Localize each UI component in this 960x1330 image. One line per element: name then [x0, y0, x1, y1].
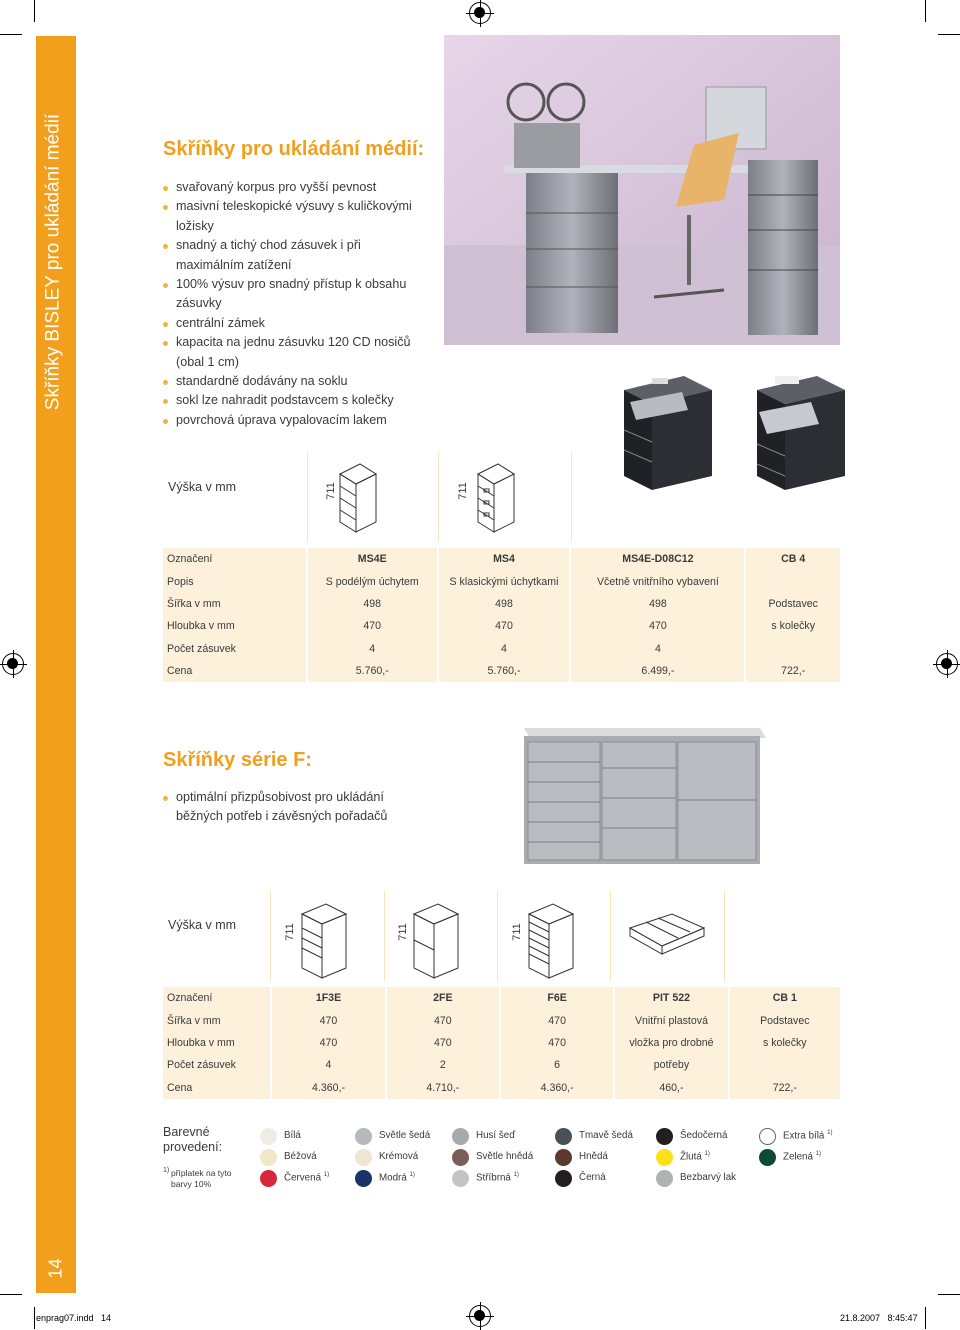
- height-value: 711: [510, 923, 523, 941]
- page-number: 14: [45, 1258, 66, 1279]
- row-label: Počet zásuvek: [163, 1054, 270, 1076]
- cabinet-ms4-image: [745, 372, 850, 492]
- footnote-mark: 1): [409, 1172, 415, 1178]
- color-swatch: [452, 1149, 469, 1166]
- color-swatch: [656, 1170, 673, 1187]
- spec-table-media: [161, 548, 842, 682]
- color-swatch-label: Tmavě šedá: [579, 1130, 633, 1141]
- table-cell: S podélým úchytem: [308, 570, 437, 592]
- registration-mark-icon: [469, 2, 491, 24]
- table-row: [163, 1077, 840, 1099]
- note-mark: 1): [163, 1167, 170, 1174]
- table-cell: 2: [387, 1054, 499, 1076]
- table-cell: 722,-: [746, 660, 840, 682]
- table-cell: 498: [439, 593, 570, 615]
- bullet-item: snadný a tichý chod zásuvek i při maximálním zatížení: [163, 236, 423, 275]
- height-label: Výška v mm: [168, 918, 237, 932]
- registration-mark-icon: [469, 1305, 491, 1327]
- table-cell: 4: [439, 638, 570, 660]
- bullet-item: svařovaný korpus pro vyšší pevnost: [163, 178, 423, 197]
- table-row: [163, 593, 840, 615]
- registration-mark-icon: [2, 653, 24, 675]
- color-swatch: [452, 1170, 469, 1187]
- section2-bullets: [163, 788, 413, 827]
- cabinet-ms4e-drawing: [338, 462, 378, 534]
- office-photo: [444, 35, 840, 345]
- crop-mark: [34, 0, 35, 22]
- table-cell: 470: [272, 1009, 384, 1031]
- table-cell: S klasickými úchytkami: [439, 570, 570, 592]
- table-cell: vložka pro drobné: [615, 1032, 727, 1054]
- bullet-item: masivní teleskopické výsuvy s kuličkovými ložisky: [163, 197, 423, 236]
- color-swatch-label: Červená $^{1)}$: [284, 1172, 330, 1184]
- color-swatch-label: Modrá $^{1)}$: [379, 1172, 415, 1184]
- table-row: [163, 660, 840, 682]
- table-cell: 470: [501, 1032, 613, 1054]
- table-cell: CB 1: [730, 987, 840, 1009]
- height-value: 711: [324, 482, 337, 500]
- color-swatch: [260, 1128, 277, 1145]
- row-label: Šířka v mm: [163, 1009, 270, 1031]
- divider: [438, 452, 439, 542]
- height-label: Výška v mm: [168, 480, 237, 494]
- table-cell: [746, 638, 840, 660]
- color-swatch-label: Šedočerná: [680, 1130, 728, 1141]
- color-swatch: [260, 1149, 277, 1166]
- height-value: 711: [283, 923, 296, 941]
- table-cell: 4.360,-: [501, 1077, 613, 1099]
- color-swatch: [759, 1128, 776, 1145]
- table-cell: F6E: [501, 987, 613, 1009]
- table-cell: 4: [308, 638, 437, 660]
- table-cell: 470: [501, 1009, 613, 1031]
- table-cell: 2FE: [387, 987, 499, 1009]
- row-label: Cena: [163, 660, 306, 682]
- color-swatch-label: Bezbarvý lak: [680, 1172, 737, 1183]
- bullet-item: standardně dodávány na soklu: [163, 372, 423, 391]
- table-cell: 470: [308, 615, 437, 637]
- cabinet-1f3e-drawing: [300, 902, 348, 980]
- table-cell: MS4: [439, 548, 570, 570]
- table-cell: PIT 522: [615, 987, 727, 1009]
- footnote-mark: 1): [827, 1130, 833, 1136]
- table-row: [163, 1054, 840, 1076]
- spec-table-series-f: [161, 987, 842, 1099]
- crop-mark: [938, 1294, 960, 1295]
- table-cell: potřeby: [615, 1054, 727, 1076]
- table-cell: 470: [387, 1009, 499, 1031]
- table-cell: MS4E-D08C12: [571, 548, 744, 570]
- table-cell: 4.360,-: [272, 1077, 384, 1099]
- orange-sidebar: [36, 36, 76, 1293]
- table-row: [163, 1009, 840, 1031]
- table-cell: Vnitřní plastová: [615, 1009, 727, 1031]
- table-cell: CB 4: [746, 548, 840, 570]
- divider: [610, 890, 611, 982]
- table-cell: 5.760,-: [439, 660, 570, 682]
- color-swatch: [555, 1149, 572, 1166]
- color-swatch-label: Zelená $^{1)}$: [783, 1151, 822, 1163]
- table-row: [163, 615, 840, 637]
- row-label: Hloubka v mm: [163, 615, 306, 637]
- row-label: Hloubka v mm: [163, 1032, 270, 1054]
- cabinet-2fe-drawing: [412, 902, 460, 980]
- footnote-mark: 1): [513, 1172, 519, 1178]
- row-label: Označení: [163, 548, 306, 570]
- divider: [307, 452, 308, 542]
- sidebar-title: Skříňky BISLEY pro ukládání médií: [42, 113, 64, 411]
- color-swatch-label: Světle hnědá: [476, 1151, 534, 1162]
- table-cell: 470: [439, 615, 570, 637]
- color-swatch-label: Husí šeď: [476, 1130, 516, 1141]
- cabinet-ms4e-image: [612, 372, 717, 492]
- table-cell: 4.710,-: [387, 1077, 499, 1099]
- table-cell: s kolečky: [730, 1032, 840, 1054]
- row-label: Cena: [163, 1077, 270, 1099]
- color-swatch: [355, 1170, 372, 1187]
- series-f-cabinets-image: [520, 720, 770, 868]
- table-cell: 6.499,-: [571, 660, 744, 682]
- table-cell: 498: [571, 593, 744, 615]
- table-cell: 4: [272, 1054, 384, 1076]
- height-value: 711: [456, 482, 469, 500]
- table-cell: 5.760,-: [308, 660, 437, 682]
- table-cell: 498: [308, 593, 437, 615]
- table-cell: s kolečky: [746, 615, 840, 637]
- table-cell: 4: [571, 638, 744, 660]
- color-swatch-label: Stříbrná $^{1)}$: [476, 1172, 519, 1184]
- crop-mark: [925, 0, 926, 22]
- bullet-item: 100% výsuv pro snadný přístup k obsahu zásuvky: [163, 275, 423, 314]
- table-cell: 722,-: [730, 1077, 840, 1099]
- crop-mark: [938, 34, 960, 35]
- color-swatch-label: Béžová: [284, 1151, 317, 1162]
- bullet-item: povrchová úprava vypalovacím lakem: [163, 411, 423, 430]
- section1-heading: Skříňky pro ukládání médií:: [163, 138, 425, 160]
- bullet-item: optimální přizpůsobivost pro ukládání běžných potřeb i závěsných pořadačů: [163, 788, 413, 827]
- divider: [270, 890, 271, 982]
- color-swatch: [355, 1149, 372, 1166]
- color-swatch: [656, 1128, 673, 1145]
- table-cell: 470: [387, 1032, 499, 1054]
- color-swatch: [452, 1128, 469, 1145]
- crop-mark: [925, 1307, 926, 1329]
- divider: [497, 890, 498, 982]
- divider: [724, 890, 725, 982]
- table-cell: Včetně vnitřního vybavení: [571, 570, 744, 592]
- footnote-mark: 1): [323, 1172, 330, 1178]
- colors-heading: Barevné provedení:: [163, 1125, 223, 1154]
- table-row: [163, 987, 840, 1009]
- table-cell: 6: [501, 1054, 613, 1076]
- color-swatch: [260, 1170, 277, 1187]
- color-swatch-label: Žlutá $^{1)}$: [680, 1151, 710, 1163]
- footnote-mark: 1): [704, 1151, 710, 1157]
- table-cell: 460,-: [615, 1077, 727, 1099]
- color-swatch-label: Světle šedá: [379, 1130, 431, 1141]
- crop-mark: [0, 34, 22, 35]
- color-swatch-label: Krémová: [379, 1151, 419, 1162]
- table-cell: 1F3E: [272, 987, 384, 1009]
- color-swatch-label: Bílá: [284, 1130, 301, 1141]
- row-label: Popis: [163, 570, 306, 592]
- table-cell: Podstavec: [746, 593, 840, 615]
- divider: [384, 890, 385, 982]
- footer-file: enprag07.indd 14: [36, 1313, 112, 1323]
- height-value: 711: [396, 923, 409, 941]
- color-swatch-label: Hnědá: [579, 1151, 608, 1162]
- crop-mark: [0, 1294, 22, 1295]
- footnote-mark: 1): [815, 1151, 822, 1157]
- registration-mark-icon: [936, 653, 958, 675]
- row-label: Šířka v mm: [163, 593, 306, 615]
- cabinet-ms4-drawing: [476, 462, 516, 534]
- cabinet-f6e-drawing: [527, 902, 575, 980]
- pit522-insert-drawing: [628, 910, 706, 956]
- divider: [571, 452, 572, 542]
- table-cell: 470: [272, 1032, 384, 1054]
- table-row: [163, 570, 840, 592]
- section1-bullets: [163, 178, 423, 430]
- table-cell: MS4E: [308, 548, 437, 570]
- bullet-item: centrální zámek: [163, 314, 423, 333]
- table-cell: 470: [571, 615, 744, 637]
- color-swatch: [555, 1128, 572, 1145]
- colors-note: příplatek na tyto barvy 10%: [171, 1168, 232, 1189]
- color-swatch: [555, 1170, 572, 1187]
- row-label: Počet zásuvek: [163, 638, 306, 660]
- row-label: Označení: [163, 987, 270, 1009]
- footer-date: 21.8.2007 8:45:47: [840, 1313, 918, 1323]
- table-row: [163, 548, 840, 570]
- color-swatch: [355, 1128, 372, 1145]
- crop-mark: [34, 1307, 35, 1329]
- color-swatch-label: Černá: [579, 1172, 606, 1183]
- table-row: [163, 1032, 840, 1054]
- color-swatch: [656, 1149, 673, 1166]
- table-cell: [746, 570, 840, 592]
- bullet-item: kapacita na jednu zásuvku 120 CD nosičů (obal 1 cm): [163, 333, 423, 372]
- table-cell: [730, 1054, 840, 1076]
- bullet-item: sokl lze nahradit podstavcem s kolečky: [163, 391, 423, 410]
- table-cell: Podstavec: [730, 1009, 840, 1031]
- table-row: [163, 638, 840, 660]
- section2-heading: Skříňky série F:: [163, 749, 312, 771]
- color-swatch: [759, 1149, 776, 1166]
- color-swatch-label: Extra bílá $^{1)}$: [783, 1130, 833, 1142]
